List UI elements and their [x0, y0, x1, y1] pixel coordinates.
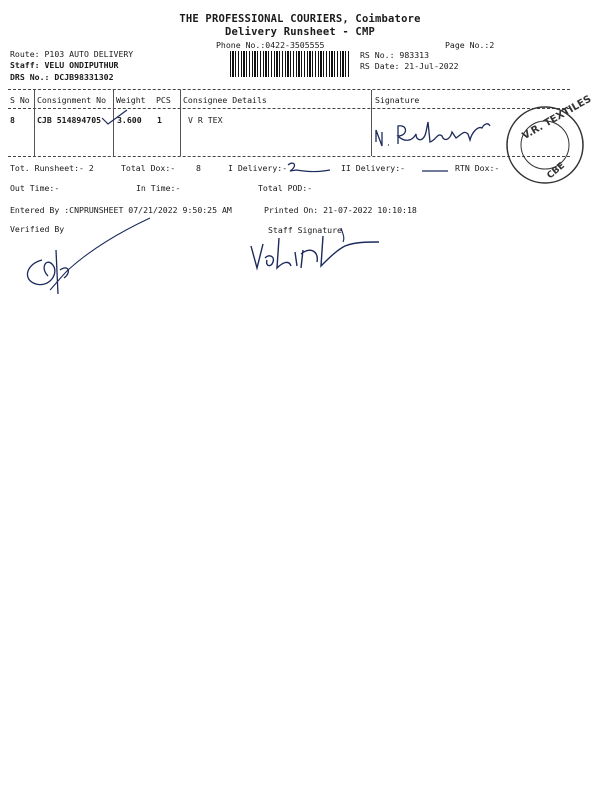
- receiver-signature: [372, 112, 502, 157]
- row-pcs: 1: [157, 115, 162, 125]
- table-top-rule: [8, 89, 570, 90]
- document-title: Delivery Runsheet - CMP: [225, 26, 375, 38]
- tick-mark: [100, 108, 130, 128]
- ii-delivery-handwritten-mark: [420, 167, 450, 175]
- i-delivery-label: I Delivery:-: [228, 163, 288, 173]
- rtn-dox-label: RTN Dox:-: [455, 163, 500, 173]
- ii-delivery-label: II Delivery:-: [341, 163, 406, 173]
- company-stamp: [500, 93, 594, 190]
- rs-date: RS Date: 21-Jul-2022: [360, 61, 459, 71]
- column-divider: [180, 90, 181, 156]
- column-divider: [34, 90, 35, 156]
- route-text: Route: P103 AUTO DELIVERY: [10, 49, 134, 59]
- phone-number: Phone No.:0422-3505555: [216, 40, 325, 50]
- i-delivery-handwritten-mark: [284, 160, 334, 176]
- staff-signature-label: Staff Signature: [268, 225, 342, 235]
- header-weight: Weight: [116, 95, 146, 105]
- row-sno: 8: [10, 115, 15, 125]
- printed-on: Printed On: 21-07-2022 10:10:18: [264, 205, 417, 215]
- drs-number: DRS No.: DCJB98331302: [10, 72, 114, 82]
- entered-by: Entered By :CNPRUNSHEET 07/21/2022 9:50:25 AM: [10, 205, 232, 215]
- staff-signature: [245, 228, 385, 278]
- company-title: THE PROFESSIONAL COURIERS, Coimbatore: [179, 13, 421, 25]
- staff-text: Staff: VELU ONDIPUTHUR: [10, 60, 119, 70]
- header-pcs: PCS: [156, 95, 171, 105]
- stamp-line2: CBE: [545, 160, 567, 182]
- page-number: Page No.:2: [445, 40, 495, 50]
- row-consignment: CJB 514894705: [37, 115, 102, 125]
- barcode-image: [230, 51, 350, 77]
- verified-by-label: Verified By: [10, 224, 65, 234]
- rs-number: RS No.: 983313: [360, 50, 430, 60]
- total-pod-label: Total POD:-: [258, 183, 313, 193]
- header-sno: S No: [10, 95, 30, 105]
- header-signature: Signature: [375, 95, 420, 105]
- out-time-label: Out Time:-: [10, 183, 60, 193]
- row-weight: 3.600: [117, 115, 142, 125]
- row-consignee: V R TEX: [188, 115, 223, 125]
- header-consignment: Consignment No: [37, 95, 107, 105]
- verifier-signature: [20, 210, 160, 300]
- stamp-line1: V.R. TEXTILES: [520, 93, 594, 143]
- table-header-rule: [8, 108, 570, 109]
- total-runsheet: Tot. Runsheet:- 2: [10, 163, 94, 173]
- header-consignee: Consignee Details: [183, 95, 267, 105]
- total-dox-value: 8: [196, 163, 201, 173]
- in-time-label: In Time:-: [136, 183, 181, 193]
- total-dox-label: Total Dox:-: [121, 163, 176, 173]
